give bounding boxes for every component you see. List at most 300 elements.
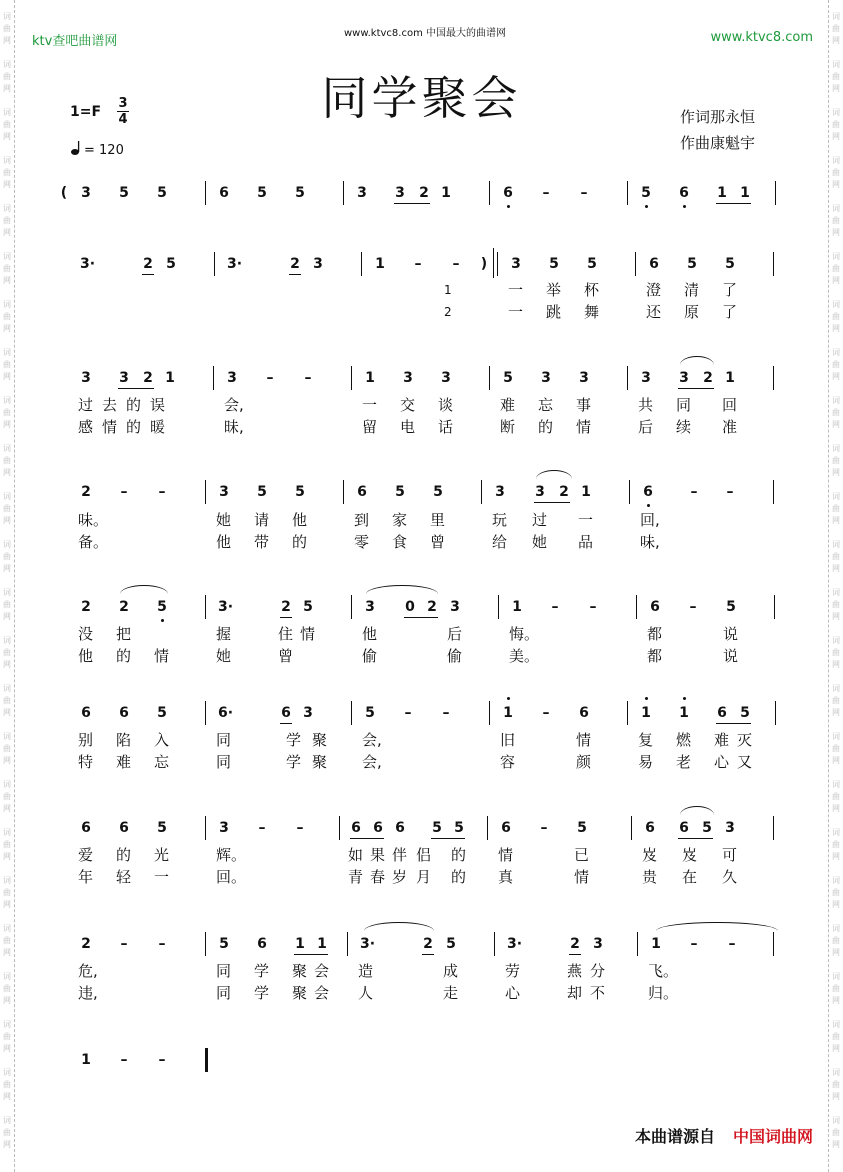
watermark-char: 词 (3, 780, 11, 789)
lyric-char: 的 (116, 647, 132, 665)
watermark-char: 网 (832, 276, 840, 285)
lyric-char: 断 (500, 418, 516, 436)
barline (214, 252, 215, 276)
watermark-char: 网 (3, 84, 11, 93)
time-signature-bottom: 4 (118, 112, 128, 127)
note: 3 (579, 370, 589, 386)
note: – (266, 370, 274, 386)
lyric-char: 都 (647, 647, 663, 665)
note: 3 (450, 599, 460, 615)
tempo-marking (70, 140, 124, 158)
note: 6 (119, 705, 129, 721)
barline (627, 366, 628, 390)
watermark-char: 曲 (3, 648, 11, 657)
note: 6 (501, 820, 511, 836)
eighth-underline (394, 203, 430, 204)
lyric-char: 的 (116, 846, 132, 864)
lyric-char: 会 (314, 984, 330, 1002)
lyric-char: 真 (498, 868, 514, 886)
note: 6 (81, 705, 91, 721)
octave-dot-below (647, 504, 650, 507)
barline (631, 816, 632, 840)
barline (497, 252, 498, 276)
barline (339, 816, 340, 840)
lyric-char: 一 (362, 396, 378, 414)
watermark-char: 网 (832, 756, 840, 765)
note: 2 (81, 599, 91, 615)
lyric-char: 走 (443, 984, 459, 1002)
watermark-char: 词 (832, 540, 840, 549)
watermark-char: 词 (832, 300, 840, 309)
lyric-char: 曾 (278, 647, 294, 665)
watermark-char: 词 (832, 828, 840, 837)
watermark-char: 网 (3, 324, 11, 333)
lyric-char: 陷 (116, 731, 132, 749)
lyric-char: 都 (647, 625, 663, 643)
watermark-char: 词 (3, 444, 11, 453)
eighth-underline (280, 617, 292, 618)
note: – (120, 936, 128, 952)
note: 1 (502, 703, 514, 723)
eighth-underline (716, 723, 751, 724)
song-title: 同学聚会 (321, 71, 522, 125)
note: 6 (119, 820, 129, 836)
octave-dot-below (683, 205, 686, 208)
lyric-char: 她 (216, 511, 232, 529)
watermark-char: 曲 (832, 408, 840, 417)
note: 3· (80, 256, 96, 272)
watermark-char: 曲 (832, 984, 840, 993)
lyric-char: 误 (150, 396, 166, 414)
watermark-char: 词 (3, 204, 11, 213)
note: – (442, 705, 450, 721)
watermark-char: 词 (832, 1116, 840, 1125)
lyric-char: 他 (216, 533, 232, 551)
lyric-char: 入 (154, 731, 170, 749)
note: 5 (740, 705, 750, 721)
barline (637, 932, 638, 956)
watermark-char: 词 (832, 396, 840, 405)
watermark-char: 网 (3, 756, 11, 765)
watermark-char: 词 (3, 156, 11, 165)
lyric-char: 偷 (447, 647, 463, 665)
watermark-char: 网 (832, 468, 840, 477)
note: – (542, 185, 550, 201)
lyric-char: 后 (638, 418, 654, 436)
watermark-char: 曲 (832, 792, 840, 801)
barline (351, 595, 352, 619)
watermark-char: 网 (3, 564, 11, 573)
note: – (689, 599, 697, 615)
octave-dot-above (507, 697, 510, 700)
lyric-char: 回。 (216, 868, 247, 886)
watermark-char: 网 (832, 852, 840, 861)
watermark-char: 网 (832, 420, 840, 429)
note: 5 (157, 705, 167, 721)
lyric-char: 灭 (737, 731, 753, 749)
header-site-link-right[interactable]: www.ktvc8.com (710, 30, 813, 45)
lyric-char: 暖 (150, 418, 166, 436)
note: 6 (257, 936, 267, 952)
note: 1 (651, 936, 661, 952)
lyric-char: 备。 (78, 533, 109, 551)
watermark-char: 词 (832, 876, 840, 885)
note: 3 (395, 185, 405, 201)
note: 5 (295, 185, 305, 201)
lyric-char: 又 (737, 753, 753, 771)
lyric-char: 特 (78, 753, 94, 771)
lyric-char: 在 (682, 868, 698, 886)
lyric-char: 飞。 (648, 962, 679, 980)
lyric-char: 跳 (546, 303, 562, 321)
lyric-line-verse-2 (0, 533, 843, 551)
eighth-underline (280, 723, 292, 724)
barline (205, 480, 206, 504)
watermark-char: 网 (832, 1092, 840, 1101)
lyric-char: 举 (546, 281, 562, 299)
note: 3 (365, 599, 375, 615)
lyric-char: 事 (576, 396, 592, 414)
note: – (158, 484, 166, 500)
note: – (304, 370, 312, 386)
lyric-char: 易 (638, 753, 654, 771)
barline (205, 595, 206, 619)
note: 3· (218, 599, 234, 615)
note: 3 (641, 370, 651, 386)
watermark-char: 网 (3, 180, 11, 189)
lyric-char: 谈 (438, 396, 454, 414)
lyric-char: 难 (116, 753, 132, 771)
watermark-char: 词 (3, 732, 11, 741)
watermark-char: 网 (832, 372, 840, 381)
lyric-char: 聚 (312, 731, 328, 749)
lyric-char: 难 (500, 396, 516, 414)
note: 1 (365, 370, 375, 386)
note: 5 (295, 484, 305, 500)
note: 6 (678, 183, 690, 203)
barline (775, 181, 776, 205)
barline (487, 816, 488, 840)
watermark-char: 词 (3, 972, 11, 981)
watermark-char: 曲 (3, 792, 11, 801)
watermark-char: 曲 (3, 264, 11, 273)
note: 3 (511, 256, 521, 272)
watermark-char: 曲 (3, 1128, 11, 1137)
lyric-char: 岌 (682, 846, 698, 864)
time-signature-top: 3 (118, 96, 128, 111)
note: 2 (81, 936, 91, 952)
note: 6· (218, 705, 234, 721)
note: 2 (703, 370, 713, 386)
watermark-char: 词 (832, 1020, 840, 1029)
note: 3 (441, 370, 451, 386)
note: 6 (219, 185, 229, 201)
note: 2 (427, 599, 437, 615)
watermark-char: 词 (3, 348, 11, 357)
watermark-char: 曲 (832, 744, 840, 753)
lyric-char: 过 (78, 396, 94, 414)
lyric-char: 轻 (116, 868, 132, 886)
note: 6 (642, 482, 654, 502)
note-line (0, 818, 843, 840)
note: 1 (441, 185, 451, 201)
watermark-char: 词 (832, 108, 840, 117)
lyricist-credit: 作词那永恒 (680, 108, 756, 126)
note: 5 (702, 820, 712, 836)
lyric-char: 情 (102, 418, 118, 436)
lyric-char: 的 (451, 846, 467, 864)
note: 3 (303, 705, 313, 721)
watermark-char: 曲 (3, 72, 11, 81)
watermark-char: 词 (3, 540, 11, 549)
note: – (296, 820, 304, 836)
lyric-char: 却 (567, 984, 583, 1002)
note-line (0, 368, 843, 390)
watermark-char: 曲 (832, 504, 840, 513)
watermark-char: 网 (3, 516, 11, 525)
slur (120, 585, 168, 594)
watermark-char: 词 (3, 684, 11, 693)
note: – (542, 705, 550, 721)
note: – (414, 256, 422, 272)
barline (489, 366, 490, 390)
barline (494, 932, 495, 956)
header-center-text: www.ktvc8.com 中国最大的曲谱网 (343, 28, 506, 39)
note-line (0, 934, 843, 956)
watermark-char: 网 (832, 84, 840, 93)
eighth-underline (678, 838, 713, 839)
octave-dot-above (645, 697, 648, 700)
note: 1 (678, 703, 690, 723)
note: 1 (512, 599, 522, 615)
note: 5 (454, 820, 464, 836)
lyric-char: 家 (392, 511, 408, 529)
lyric-char: 劳 (505, 962, 521, 980)
lyric-char: 原 (684, 303, 700, 321)
note: 3 (535, 484, 545, 500)
watermark-char: 网 (3, 132, 11, 141)
watermark-char: 词 (832, 444, 840, 453)
note: 3 (495, 484, 505, 500)
watermark-char: 曲 (832, 312, 840, 321)
note: 1 (640, 703, 652, 723)
watermark-char: 网 (832, 948, 840, 957)
eighth-underline (534, 502, 570, 503)
watermark-char: 曲 (832, 1128, 840, 1137)
watermark-char: 曲 (3, 552, 11, 561)
note: 2 (559, 484, 569, 500)
watermark-char: 曲 (3, 360, 11, 369)
lyric-char: 话 (438, 418, 454, 436)
eighth-underline (716, 203, 751, 204)
lyric-char: 会 (314, 962, 330, 980)
lyric-char: 悔。 (509, 625, 540, 643)
note: 5 (432, 820, 442, 836)
note: 5 (395, 484, 405, 500)
lyric-char: 违, (78, 984, 98, 1002)
barline (343, 480, 344, 504)
note: 5 (157, 820, 167, 836)
lyric-char: 味, (640, 533, 660, 551)
watermark-char: 曲 (3, 456, 11, 465)
watermark-char: 曲 (3, 696, 11, 705)
barline (489, 181, 490, 205)
watermark-char: 词 (3, 588, 11, 597)
barline (361, 252, 362, 276)
lyric-char: 颜 (576, 753, 592, 771)
lyric-char: 她 (216, 647, 232, 665)
note: – (580, 185, 588, 201)
note: 3· (360, 936, 376, 952)
lyric-char: 如 (348, 846, 364, 864)
lyric-char: 到 (354, 511, 370, 529)
lyric-char: 没 (78, 625, 94, 643)
watermark-char: 曲 (3, 744, 11, 753)
watermark-char: 曲 (3, 408, 11, 417)
watermark-char: 词 (3, 636, 11, 645)
barline (347, 932, 348, 956)
header-site-link-left[interactable]: ktv查吧曲谱网 (32, 34, 118, 49)
note: 3 (541, 370, 551, 386)
note: 3 (219, 820, 229, 836)
watermark-char: 词 (3, 396, 11, 405)
footer-site-name[interactable]: 中国词曲网 (732, 1127, 813, 1146)
note: 6 (357, 484, 367, 500)
watermark-char: 曲 (832, 600, 840, 609)
lyric-line-verse-1 (0, 846, 843, 864)
watermark-char: 曲 (832, 648, 840, 657)
watermark-char: 曲 (832, 552, 840, 561)
barline (773, 932, 774, 956)
watermark-char: 词 (3, 12, 11, 21)
lyric-char: 复 (638, 731, 654, 749)
lyric-char: 会, (224, 396, 244, 414)
watermark-char: 曲 (832, 888, 840, 897)
lyric-char: 他 (362, 625, 378, 643)
barline (351, 701, 352, 725)
lyric-char: 说 (723, 647, 739, 665)
watermark-char: 词 (832, 156, 840, 165)
slur (656, 922, 778, 931)
lyric-char: 后 (447, 625, 463, 643)
watermark-char: 曲 (3, 600, 11, 609)
note: – (726, 484, 734, 500)
lyric-char: 学 (254, 984, 270, 1002)
note: 2 (419, 185, 429, 201)
lyric-char: 昧, (224, 418, 244, 436)
lyric-char: 辉。 (216, 846, 247, 864)
watermark-char: 词 (832, 924, 840, 933)
lyric-char: 老 (676, 753, 692, 771)
watermark-char: 曲 (832, 1032, 840, 1041)
note: 5 (549, 256, 559, 272)
lyric-char: 的 (538, 418, 554, 436)
watermark-char: 曲 (3, 1080, 11, 1089)
barline (205, 816, 206, 840)
lyric-char: 光 (154, 846, 170, 864)
watermark-char: 网 (832, 900, 840, 909)
lyric-char: 偷 (362, 647, 378, 665)
lyric-char: 他 (292, 511, 308, 529)
watermark-char: 词 (832, 252, 840, 261)
watermark-char: 网 (832, 996, 840, 1005)
note: – (158, 936, 166, 952)
lyric-char: 玩 (492, 511, 508, 529)
note: 5 (219, 936, 229, 952)
lyric-char: 澄 (646, 281, 662, 299)
lyric-char: 食 (392, 533, 408, 551)
note: 2 (119, 599, 129, 615)
lyric-char: 住 (278, 625, 294, 643)
lyric-line-verse-1 (0, 511, 843, 529)
lyric-char: 忘 (154, 753, 170, 771)
lyric-char: 聚 (292, 962, 308, 980)
note: 2 (423, 936, 433, 952)
time-signature (116, 96, 130, 127)
watermark-char: 网 (832, 804, 840, 813)
note: 2 (81, 484, 91, 500)
lyric-char: 共 (638, 396, 654, 414)
eighth-underline (404, 617, 438, 618)
watermark-char: 网 (3, 852, 11, 861)
barline (629, 480, 630, 504)
watermark-char: 词 (832, 636, 840, 645)
watermark-char: 曲 (832, 696, 840, 705)
lyric-char: 忘 (538, 396, 554, 414)
watermark-char: 曲 (3, 984, 11, 993)
lyric-char: 人 (358, 984, 374, 1002)
watermark-char: 曲 (3, 24, 11, 33)
watermark-char: 曲 (3, 840, 11, 849)
watermark-char: 网 (3, 1044, 11, 1053)
note: 2 (290, 256, 300, 272)
barline (635, 252, 636, 276)
lyric-char: 情 (574, 868, 590, 886)
lyric-char: 去 (102, 396, 118, 414)
note: 5 (365, 705, 375, 721)
barline (498, 595, 499, 619)
barline (636, 595, 637, 619)
lyric-char: 还 (646, 303, 662, 321)
watermark-char: 网 (3, 804, 11, 813)
watermark-char: 曲 (3, 168, 11, 177)
note: 6 (351, 820, 361, 836)
lyric-char: 成 (443, 962, 459, 980)
lyric-char: 情 (154, 647, 170, 665)
eighth-underline (350, 838, 384, 839)
watermark-char: 曲 (832, 264, 840, 273)
note: 5 (119, 185, 129, 201)
note: 5 (157, 185, 167, 201)
lyric-char: 已 (574, 846, 590, 864)
note: 5 (166, 256, 176, 272)
lyric-char: 的 (126, 418, 142, 436)
note: 3 (219, 484, 229, 500)
note: 3 (313, 256, 323, 272)
lyric-char: 留 (362, 418, 378, 436)
watermark-char: 词 (3, 1116, 11, 1125)
note: 1 (81, 1052, 91, 1068)
lyric-char: 零 (354, 533, 370, 551)
note: 5 (257, 185, 267, 201)
note: 5 (433, 484, 443, 500)
lyric-char: 把 (116, 625, 132, 643)
lyric-line-verse-2 (0, 868, 843, 886)
lyric-char: 分 (590, 962, 606, 980)
tempo-value: = 120 (84, 143, 124, 158)
watermark-char: 词 (3, 1020, 11, 1029)
watermark-char: 曲 (3, 1032, 11, 1041)
